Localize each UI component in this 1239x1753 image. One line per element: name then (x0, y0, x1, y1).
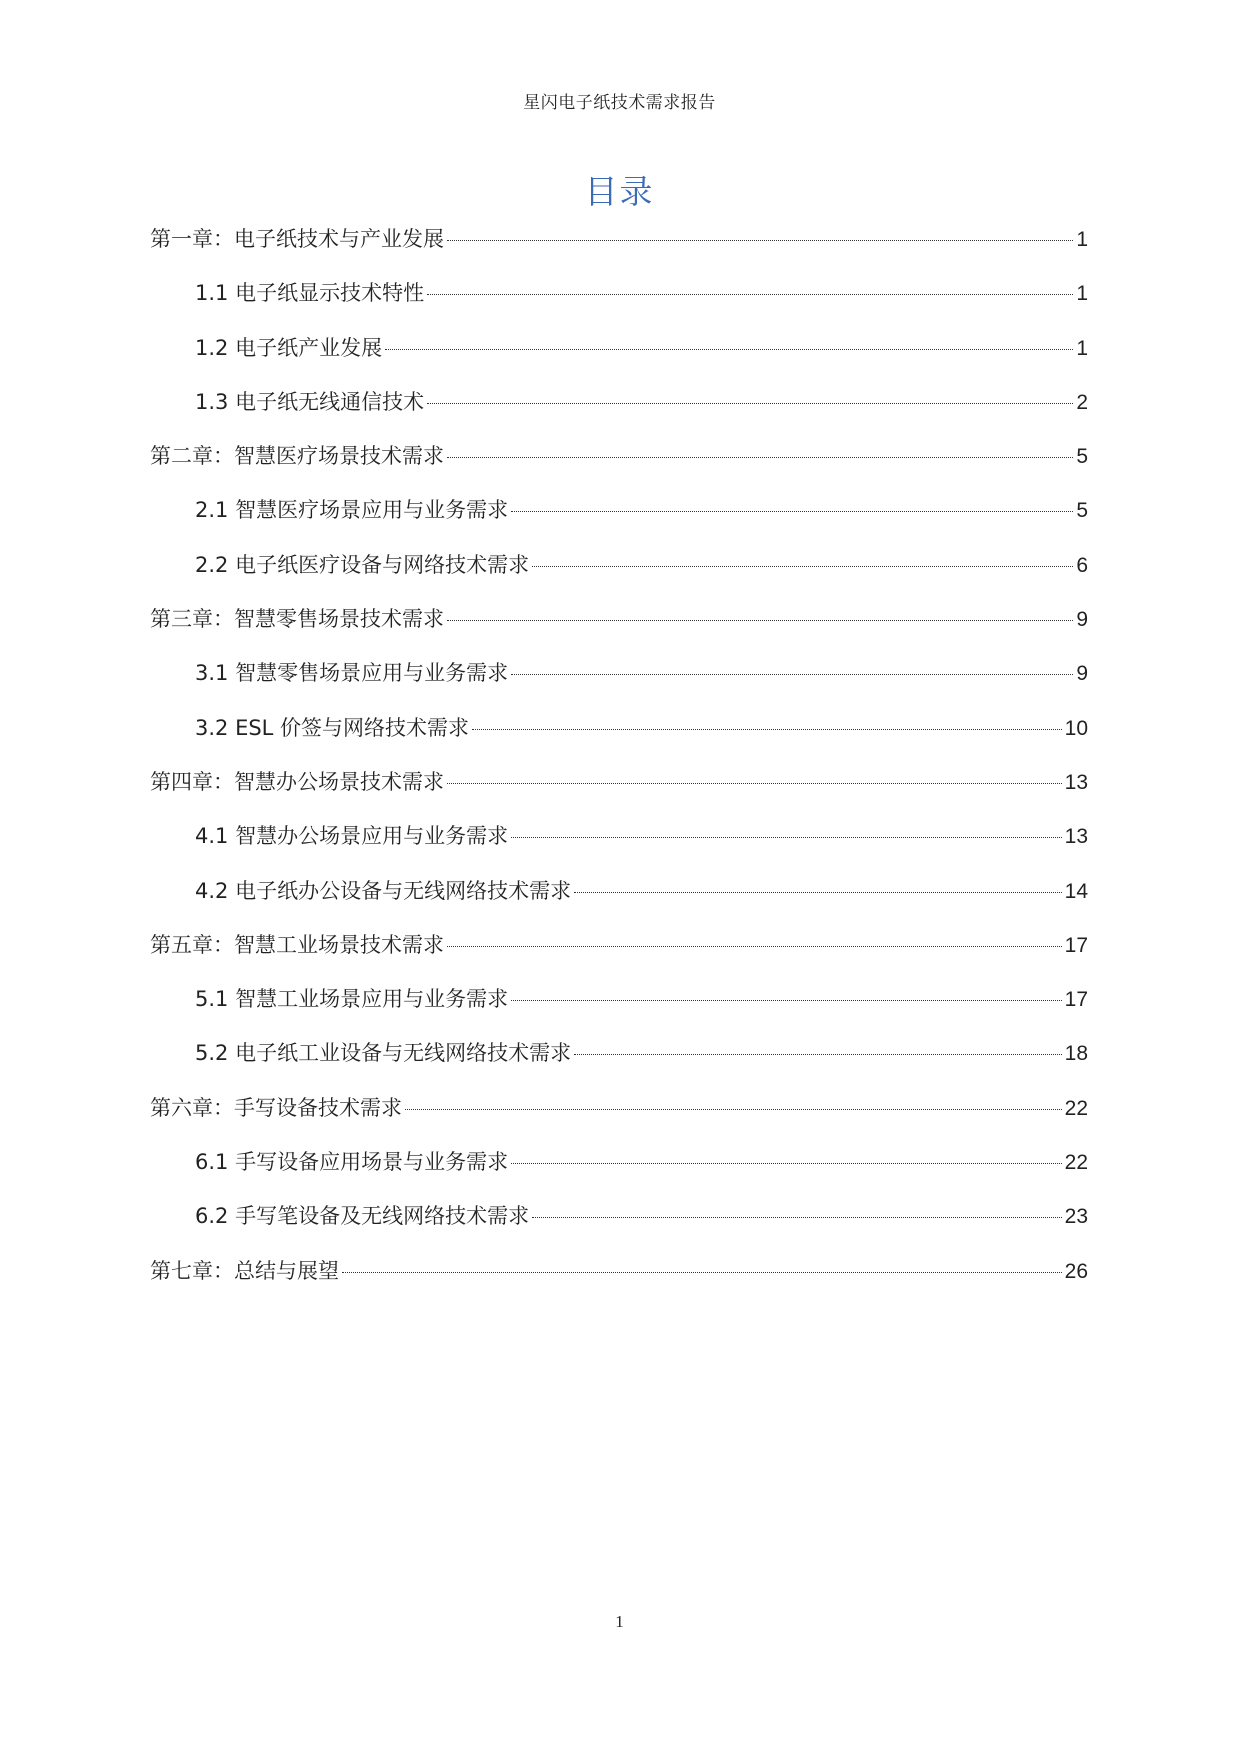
toc-entry-text: 3.2 ESL 价签与网络技术需求 (195, 715, 470, 740)
toc-entry-page: 6 (1076, 553, 1088, 577)
toc-entry-section-1-3[interactable] (150, 386, 1088, 440)
toc-entry-text: 1.1 电子纸显示技术特性 (195, 281, 425, 306)
toc-entry-text: 2.1 智慧医疗场景应用与业务需求 (195, 498, 509, 523)
toc-entry-chapter-5[interactable] (150, 929, 1088, 983)
toc-entry-page: 5 (1076, 445, 1088, 469)
toc-entry-text: 1.2 电子纸产业发展 (195, 335, 383, 360)
toc-entry-page: 23 (1064, 1205, 1088, 1229)
toc-entry-text: 6.2 手写笔设备及无线网络技术需求 (195, 1204, 530, 1229)
toc-dot-leader (574, 892, 1062, 893)
toc-entry-text: 第三章：智慧零售场景技术需求 (150, 607, 444, 632)
toc-entry-page: 17 (1064, 933, 1088, 957)
toc-title: 目录 (584, 172, 655, 211)
toc-entry-section-5-1[interactable] (150, 983, 1088, 1037)
toc-entry-page: 10 (1064, 716, 1088, 740)
page-number: 1 (615, 1612, 624, 1631)
toc-entry-section-6-2[interactable] (150, 1200, 1088, 1254)
toc-entry-section-6-1[interactable] (150, 1146, 1088, 1200)
toc-dot-leader (405, 1109, 1062, 1110)
toc-dot-leader (532, 1217, 1062, 1218)
toc-entry-section-2-1[interactable] (150, 494, 1088, 548)
toc-dot-leader (511, 511, 1073, 512)
toc-dot-leader (511, 837, 1062, 838)
toc-dot-leader (385, 349, 1073, 350)
toc-dot-leader (447, 240, 1073, 241)
toc-entry-section-4-2[interactable] (150, 875, 1088, 929)
toc-dot-leader (447, 783, 1062, 784)
toc-dot-leader (342, 1272, 1062, 1273)
toc-dot-leader (472, 729, 1062, 730)
toc-dot-leader (447, 620, 1073, 621)
toc-entry-text: 第六章：手写设备技术需求 (150, 1095, 402, 1120)
toc-entry-page: 14 (1064, 879, 1088, 903)
toc-dot-leader (447, 946, 1062, 947)
toc-entry-page: 17 (1064, 988, 1088, 1012)
toc-entry-page: 5 (1076, 499, 1088, 523)
toc-entry-text: 2.2 电子纸医疗设备与网络技术需求 (195, 552, 530, 577)
toc-entry-text: 6.1 手写设备应用场景与业务需求 (195, 1150, 509, 1175)
toc-entry-text: 1.3 电子纸无线通信技术 (195, 389, 425, 414)
toc-entry-chapter-2[interactable] (150, 440, 1088, 494)
toc-entry-page: 9 (1076, 608, 1088, 632)
toc-entry-text: 4.2 电子纸办公设备与无线网络技术需求 (195, 878, 572, 903)
toc-dot-leader (427, 294, 1073, 295)
table-of-contents (150, 223, 1088, 1309)
toc-entry-text: 第七章：总结与展望 (150, 1258, 339, 1283)
toc-entry-page: 2 (1076, 390, 1088, 414)
toc-entry-text: 第五章：智慧工业场景技术需求 (150, 932, 444, 957)
toc-entry-chapter-4[interactable] (150, 766, 1088, 820)
toc-entry-text: 4.1 智慧办公场景应用与业务需求 (195, 824, 509, 849)
toc-entry-text: 3.1 智慧零售场景应用与业务需求 (195, 661, 509, 686)
toc-entry-text: 第一章：电子纸技术与产业发展 (150, 227, 444, 251)
toc-entry-page: 9 (1076, 662, 1088, 686)
toc-entry-page: 1 (1076, 228, 1088, 251)
toc-entry-text: 5.2 电子纸工业设备与无线网络技术需求 (195, 1041, 572, 1066)
toc-entry-chapter-6[interactable] (150, 1092, 1088, 1146)
toc-dot-leader (574, 1054, 1062, 1055)
toc-dot-leader (511, 674, 1073, 675)
toc-entry-chapter-7[interactable] (150, 1255, 1088, 1309)
running-header: 星闪电子纸技术需求报告 (523, 93, 716, 113)
toc-entry-section-4-1[interactable] (150, 820, 1088, 874)
toc-entry-page: 1 (1076, 336, 1088, 360)
toc-entry-page: 26 (1064, 1259, 1088, 1283)
toc-entry-page: 13 (1064, 770, 1088, 794)
toc-dot-leader (511, 1000, 1062, 1001)
toc-entry-section-2-2[interactable] (150, 549, 1088, 603)
toc-entry-text: 5.1 智慧工业场景应用与业务需求 (195, 987, 509, 1012)
toc-entry-page: 22 (1064, 1096, 1088, 1120)
toc-dot-leader (427, 403, 1073, 404)
toc-dot-leader (511, 1163, 1062, 1164)
toc-entry-page: 18 (1064, 1042, 1088, 1066)
toc-entry-section-1-2[interactable] (150, 332, 1088, 386)
toc-entry-section-5-2[interactable] (150, 1037, 1088, 1091)
toc-entry-chapter-3[interactable] (150, 603, 1088, 657)
toc-entry-chapter-1[interactable] (150, 223, 1088, 277)
toc-entry-section-3-2[interactable] (150, 712, 1088, 766)
toc-entry-text: 第二章：智慧医疗场景技术需求 (150, 444, 444, 469)
toc-entry-page: 13 (1064, 825, 1088, 849)
toc-entry-section-3-1[interactable] (150, 657, 1088, 711)
toc-entry-page: 1 (1076, 282, 1088, 306)
toc-entry-text: 第四章：智慧办公场景技术需求 (150, 769, 444, 794)
toc-entry-page: 22 (1064, 1151, 1088, 1175)
toc-dot-leader (447, 457, 1073, 458)
toc-dot-leader (532, 566, 1073, 567)
toc-entry-section-1-1[interactable] (150, 277, 1088, 331)
